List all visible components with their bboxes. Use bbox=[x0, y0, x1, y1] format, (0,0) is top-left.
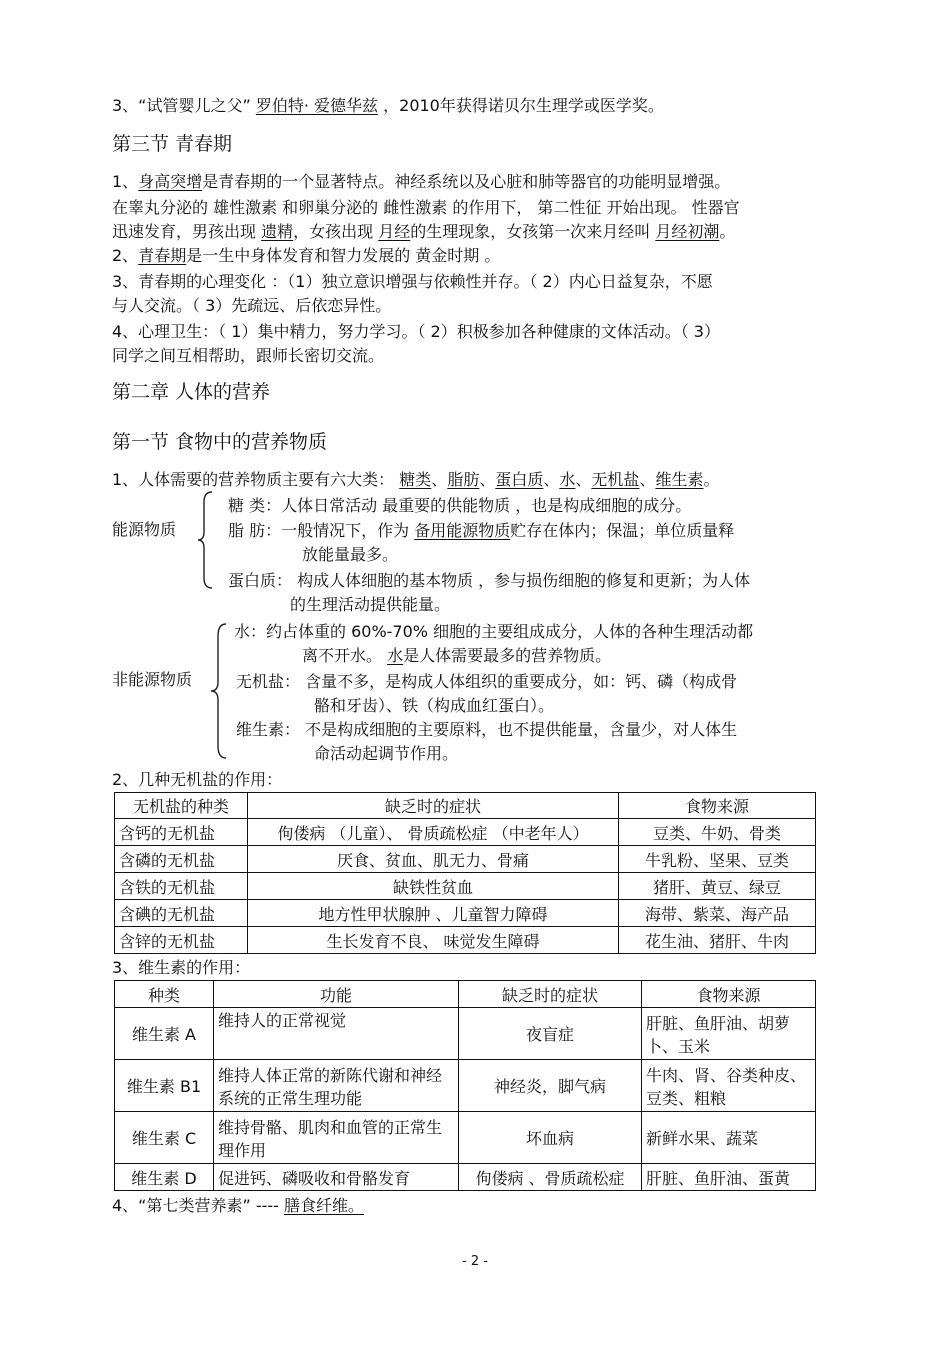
header-cell: 食物来源 bbox=[642, 981, 816, 1008]
fat-line-2: 放能量最多。 bbox=[302, 545, 399, 564]
nonenergy-brace bbox=[208, 622, 230, 760]
nonenergy-label: 非能源物质 bbox=[112, 670, 193, 689]
puberty-point-4a: 4、心理卫生：（ 1）集中精力，努力学习。（ 2）积极参加各种健康的文体活动。（ 3） bbox=[112, 322, 720, 341]
nutrients-list: 1、人体需要的营养物质主要有六大类： 糖类、脂肪、蛋白质、水、无机盐、维生素。 bbox=[112, 470, 720, 489]
vitamin-line: 维生素： 不是构成细胞的主要原料，也不提供能量，含量少，对人体生 bbox=[236, 720, 738, 739]
header-cell: 种类 bbox=[115, 981, 214, 1008]
table-row: 含磷的无机盐 厌食、贫血、肌无力、骨痛 牛乳粉、坚果、豆类 bbox=[115, 846, 816, 873]
table-row: 维生素 C 维持骨骼、肌肉和血管的正常生理作用 坏血病 新鲜水果、蔬菜 bbox=[115, 1112, 816, 1164]
mineral-table bbox=[114, 792, 816, 954]
water-line: 水：约占体重的 60%-70% 细胞的主要组成成分，人体的各种生理活动都 bbox=[234, 622, 754, 641]
energy-label: 能源物质 bbox=[112, 520, 177, 539]
vitamin-table-title: 3、维生素的作用： bbox=[112, 958, 251, 977]
table-row: 维生素 A 维持人的正常视觉 夜盲症 肝脏、鱼肝油、胡萝卜、玉米 bbox=[115, 1008, 816, 1060]
puberty-point-4b: 同学之间互相帮助，跟师长密切交流。 bbox=[112, 346, 385, 365]
puberty-point-1c: 迅速发育，男孩出现 遗精，女孩出现 月经的生理现象，女孩第一次来月经叫 月经初潮。 bbox=[112, 222, 736, 241]
section-3-title: 第三节 青春期 bbox=[112, 133, 233, 155]
vitamin-line-2: 命活动起调节作用。 bbox=[314, 744, 459, 763]
table-row: 含铁的无机盐 缺铁性贫血 猪肝、黄豆、绿豆 bbox=[115, 873, 816, 900]
section-1-title: 第一节 食物中的营养物质 bbox=[112, 431, 328, 453]
edwards-name: 罗伯特· 爱德华兹 bbox=[255, 96, 379, 115]
puberty-point-1b: 在睾丸分泌的 雄性激素 和卵巢分泌的 雌性激素 的作用下， 第二性征 开始出现。 性器官 bbox=[112, 198, 740, 217]
sugar-line: 糖 类：人体日常活动 最重要的供能物质 ，也是构成细胞的成分。 bbox=[228, 496, 692, 515]
puberty-point-3a: 3、青春期的心理变化 ：（1）独立意识增强与依赖性并存。（ 2）内心日益复杂，不愿 bbox=[112, 272, 713, 291]
header-cell: 缺乏时的症状 bbox=[459, 981, 642, 1008]
seventh-nutrient-line: 4、“第七类营养素” ---- 膳食纤维。 bbox=[112, 1196, 365, 1215]
header-cell: 功能 bbox=[214, 981, 459, 1008]
mineral-line: 无机盐： 含量不多，是构成人体组织的重要成分，如：钙、磷（构成骨 bbox=[236, 672, 738, 691]
puberty-point-3b: 与人交流。（ 3）先疏远、后依恋异性。 bbox=[112, 296, 392, 315]
vitamin-table bbox=[114, 980, 816, 1191]
header-cell: 无机盐的种类 bbox=[115, 793, 248, 819]
mineral-table-title: 2、几种无机盐的作用： bbox=[112, 770, 283, 789]
table-row: 含钙的无机盐 佝偻病 （儿童）、 骨质疏松症 （中老年人） 豆类、牛奶、骨类 bbox=[115, 819, 816, 846]
protein-line: 蛋白质： 构成人体细胞的基本物质 ，参与损伤细胞的修复和更新；为人体 bbox=[228, 571, 751, 590]
puberty-point-1: 1、身高突增是青春期的一个显著特点。神经系统以及心脏和肺等器官的功能明显增强。 bbox=[112, 172, 731, 191]
fat-line: 脂 肪：一般情况下，作为 备用能源物质贮存在体内；保温；单位质量释 bbox=[228, 521, 735, 540]
energy-brace bbox=[196, 490, 216, 590]
header-cell: 食物来源 bbox=[619, 793, 816, 819]
water-line-2: 离不开水。 水是人体需要最多的营养物质。 bbox=[302, 646, 612, 665]
page-number: - 2 - bbox=[462, 1254, 488, 1269]
table-row: 维生素 D 促进钙、磷吸收和骨骼发育 佝偻病 、骨质疏松症 肝脏、鱼肝油、蛋黄 bbox=[115, 1164, 816, 1191]
protein-line-2: 的生理活动提供能量。 bbox=[290, 595, 451, 614]
mineral-line-2: 骼和牙齿）、铁（构成血红蛋白）。 bbox=[314, 696, 555, 715]
table-row: 维生素 B1 维持人体正常的新陈代谢和神经系统的正常生理功能 神经炎，脚气病 牛肉、肾、谷类种皮、豆类、粗粮 bbox=[115, 1060, 816, 1112]
table-row: 含锌的无机盐 生长发育不良、 味觉发生障碍 花生油、猪肝、牛肉 bbox=[115, 927, 816, 954]
nobel-line: 3、“试管婴儿之父” 罗伯特· 爱德华兹 ，2010年获得诺贝尔生理学或医学奖。 bbox=[112, 96, 664, 115]
table-row: 含碘的无机盐 地方性甲状腺肿 、儿童智力障碍 海带、紫菜、海产品 bbox=[115, 900, 816, 927]
puberty-point-2: 2、青春期是一生中身体发育和智力发展的 黄金时期 。 bbox=[112, 246, 501, 265]
header-cell: 缺乏时的症状 bbox=[248, 793, 619, 819]
chapter-2-title: 第二章 人体的营养 bbox=[112, 381, 271, 403]
